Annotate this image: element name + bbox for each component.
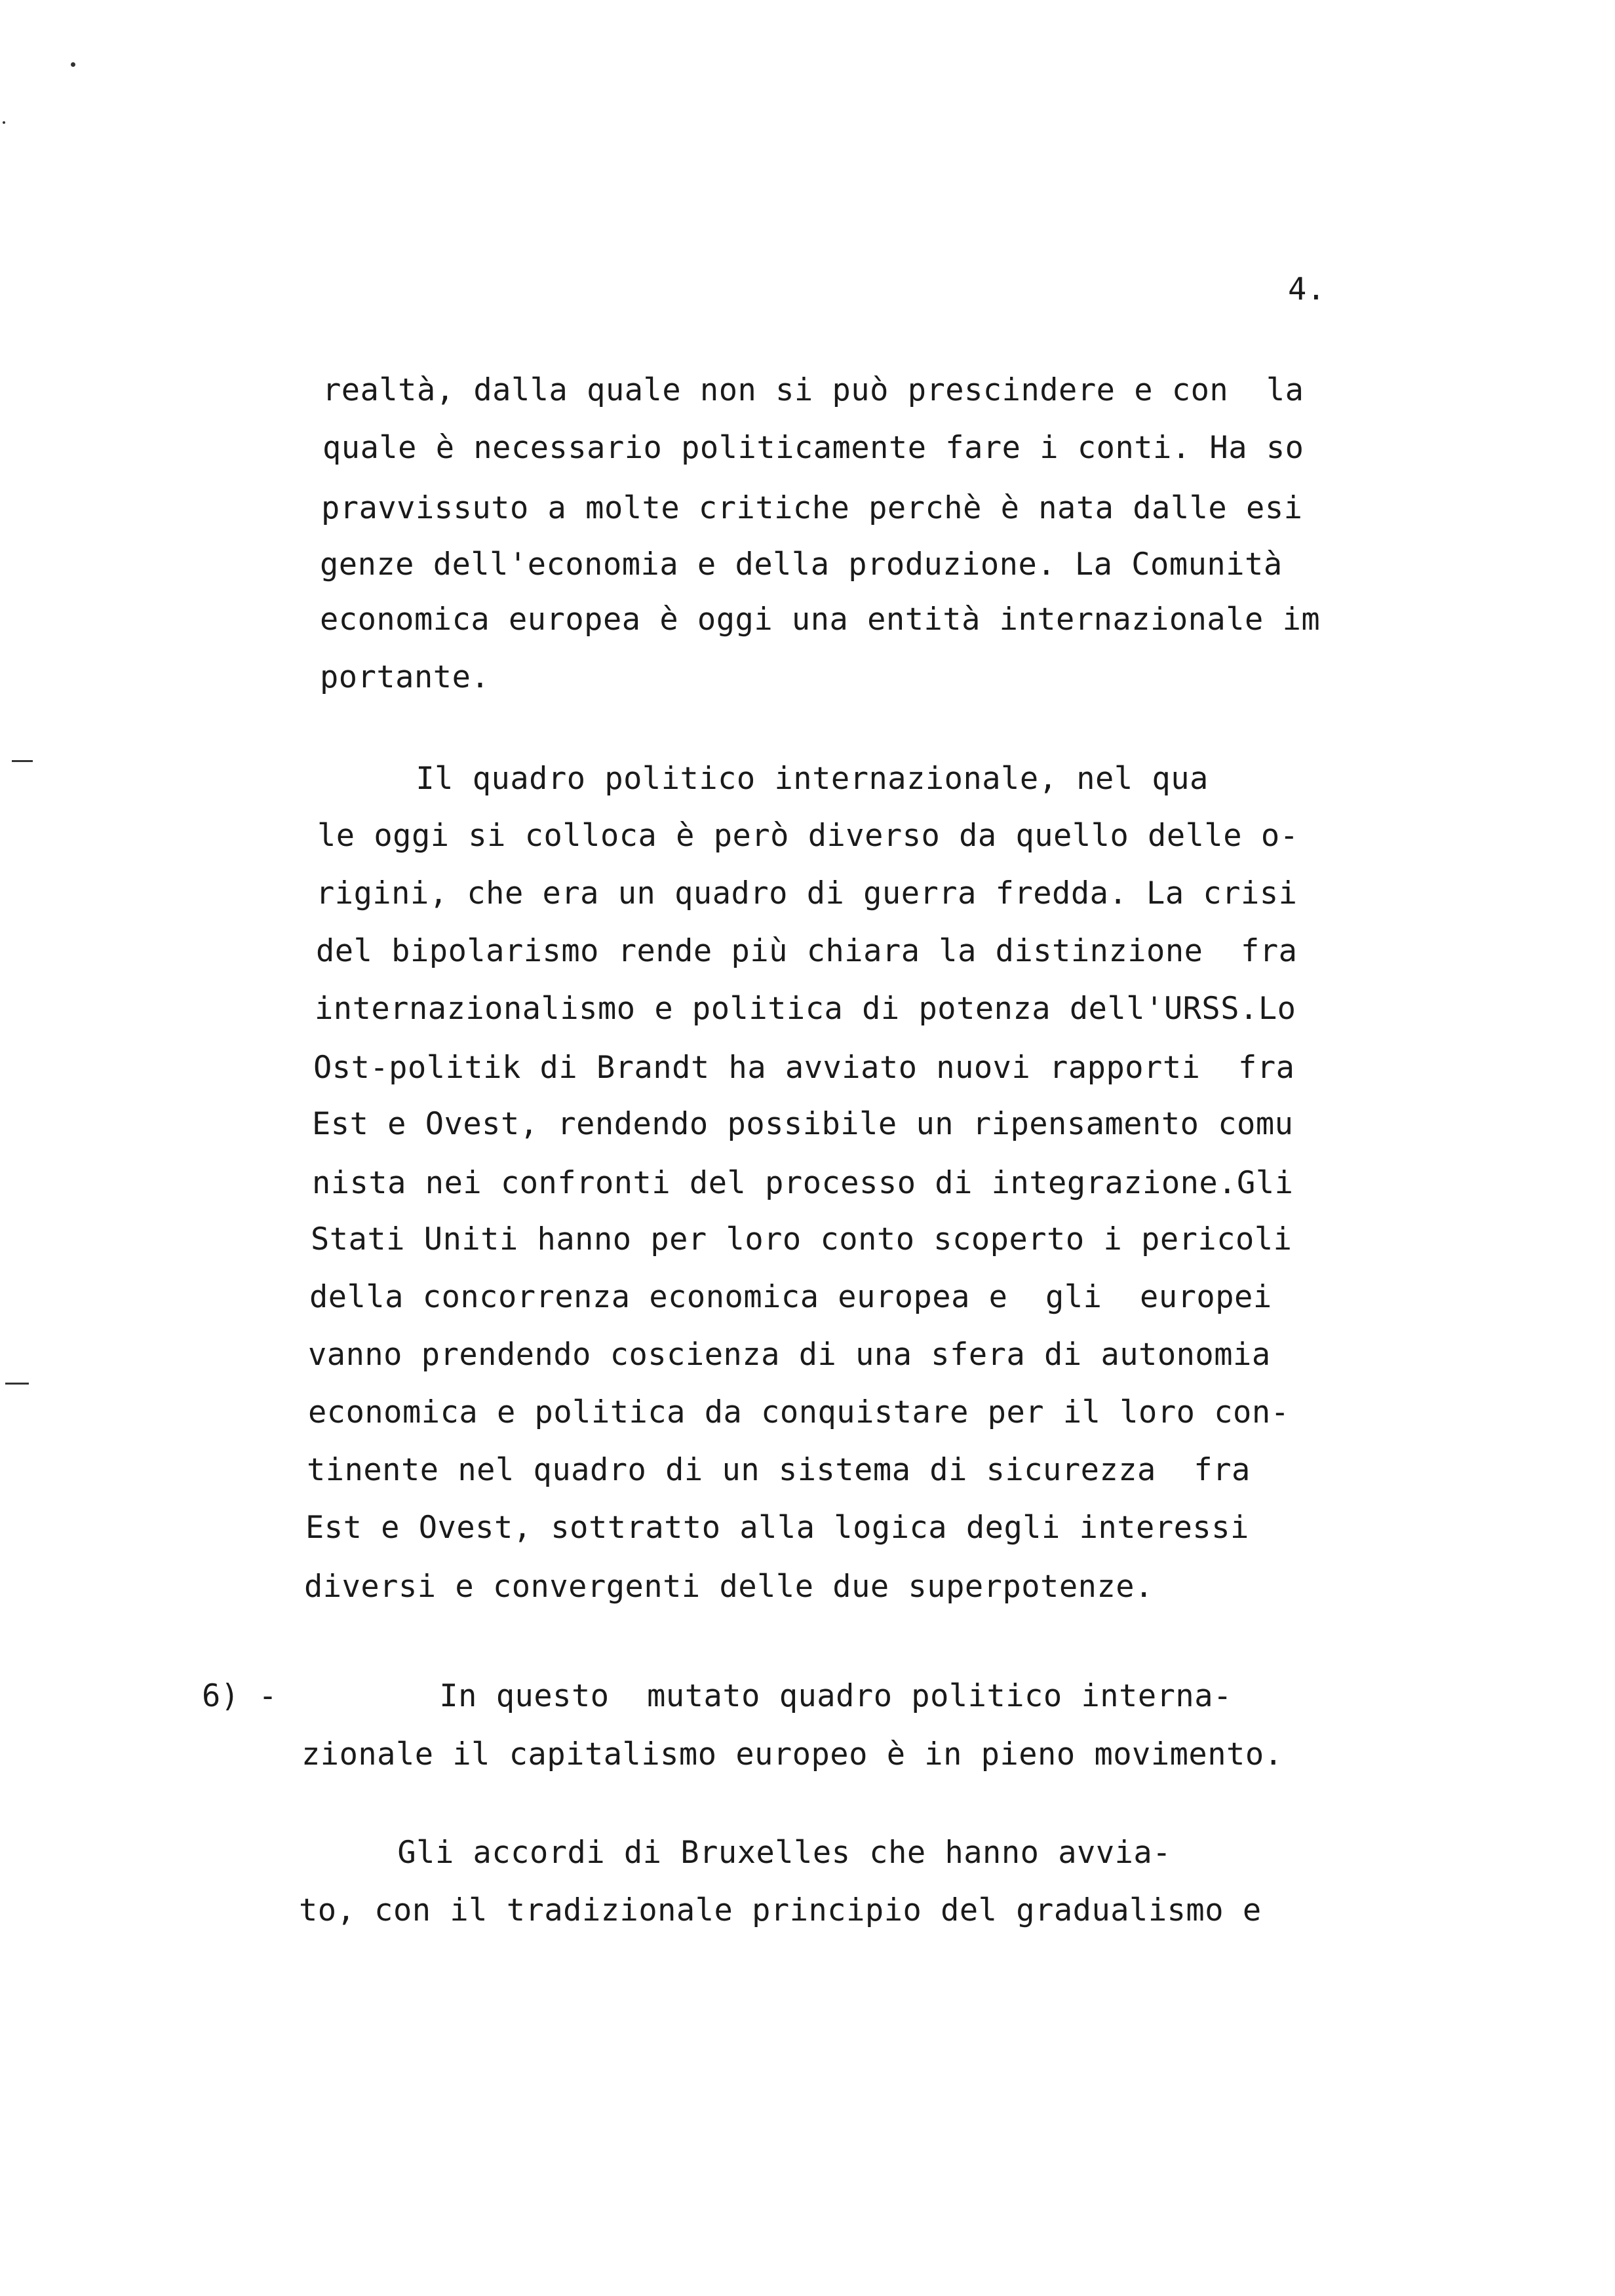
text-line: portante.	[320, 659, 490, 695]
text-line: vanno prendendo coscienza di una sfera di autonomia	[308, 1337, 1271, 1373]
text-line: Est e Ovest, rendendo possibile un ripensamento comu	[312, 1106, 1294, 1142]
text-line: In questo mutato quadro politico interna-	[288, 1678, 1232, 1714]
text-line: realtà, dalla quale non si può prescindere e con la	[322, 372, 1304, 408]
text-line: nista nei confronti del processo di integrazione.Gli	[312, 1165, 1294, 1201]
text-line: genze dell'economia e della produzione. La Comunità	[320, 546, 1283, 583]
page-number: 4.	[1288, 271, 1326, 307]
text-line: internazionalismo e politica di potenza dell'URSS.Lo	[315, 991, 1296, 1027]
text-line: to, con il tradizionale principio del gradualismo e	[299, 1892, 1262, 1928]
text-line: Ost-politik di Brandt ha avviato nuovi rapporti fra	[313, 1050, 1295, 1086]
text-line: Stati Uniti hanno per loro conto scoperto i pericoli	[311, 1221, 1293, 1257]
text-line: diversi e convergenti delle due superpotenze.	[304, 1569, 1154, 1605]
text-line: Il quadro politico internazionale, nel qua	[265, 761, 1209, 797]
text-line: tinente nel quadro di un sistema di sicurezza fra	[307, 1452, 1251, 1488]
text-line: economica europea è oggi una entità internazionale im	[320, 602, 1321, 638]
margin-mark	[12, 760, 33, 762]
text-line: della concorrenza economica europea e gli europei	[309, 1279, 1272, 1315]
section-marker: 6) -	[202, 1678, 278, 1714]
margin-mark	[5, 1383, 29, 1385]
text-line: Gli accordi di Bruxelles che hanno avvia-	[246, 1835, 1172, 1871]
text-line: quale è necessario politicamente fare i conti. Ha so	[322, 430, 1304, 466]
text-line: del bipolarismo rende più chiara la distinzione fra	[316, 933, 1298, 969]
text-line: economica e politica da conquistare per il loro con-	[308, 1394, 1290, 1430]
text-line: zionale il capitalismo europeo è in pieno movimento.	[302, 1736, 1283, 1772]
text-line: pravvissuto a molte critiche perchè è nata dalle esi	[321, 490, 1303, 526]
text-line: rigini, che era un quadro di guerra fredda. La crisi	[316, 875, 1298, 911]
scan-speck	[3, 121, 5, 124]
text-line: le oggi si colloca è però diverso da quello delle o-	[317, 818, 1299, 854]
text-line: Est e Ovest, sottratto alla logica degli interessi	[305, 1510, 1249, 1546]
scan-speck	[71, 62, 75, 67]
